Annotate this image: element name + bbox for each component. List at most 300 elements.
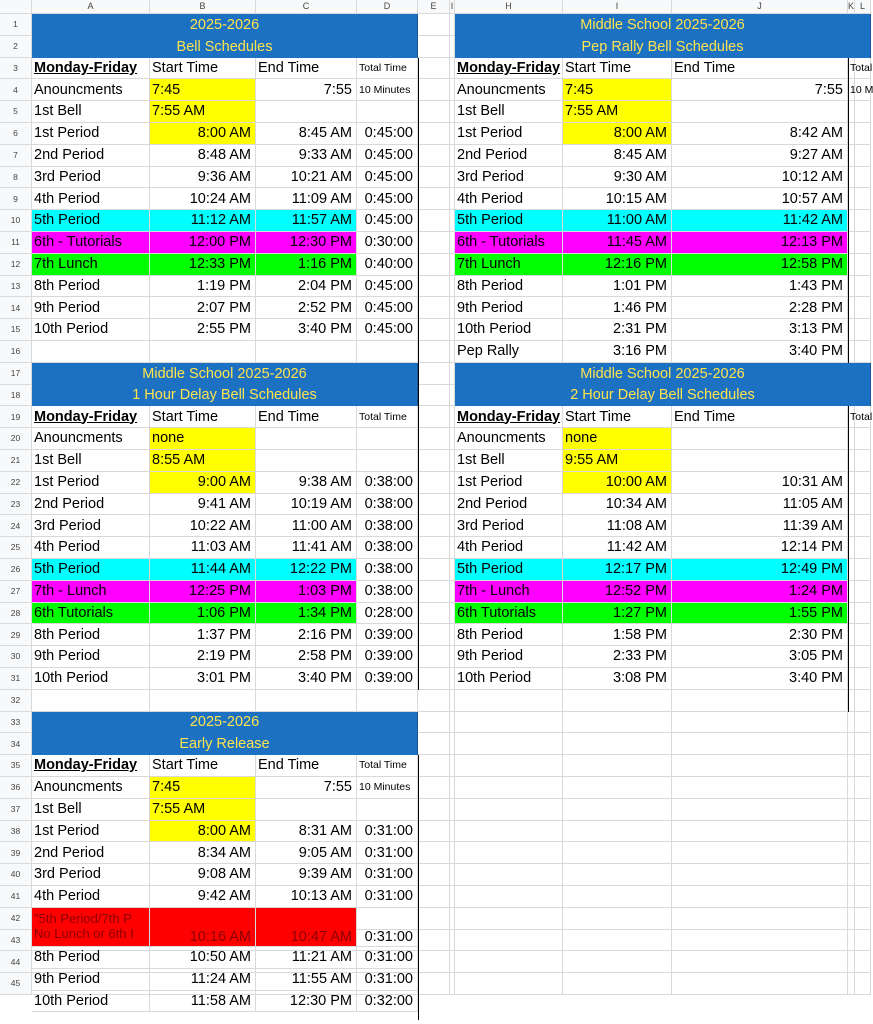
empty-cell[interactable] [418, 581, 450, 603]
bell-end-cell[interactable]: 11:57 AM [256, 210, 357, 232]
row-header[interactable]: 17 [0, 363, 32, 385]
empty-cell[interactable] [418, 363, 450, 385]
delay1-start-cell[interactable]: none [150, 428, 256, 450]
bell-period-cell[interactable]: 1st Period [32, 123, 150, 145]
pep-title[interactable]: Middle School 2025-2026 [455, 14, 871, 36]
empty-cell[interactable] [455, 930, 563, 952]
bell-header-start[interactable]: Start Time [150, 58, 256, 80]
early-period-cell[interactable]: 3rd Period [32, 864, 150, 886]
pep-period-cell[interactable]: Pep Rally [455, 341, 563, 363]
empty-cell[interactable] [418, 559, 450, 581]
bell-total-cell[interactable]: 10 Minutes [357, 79, 418, 101]
delay2-end-cell[interactable]: 1:55 PM [672, 603, 848, 625]
delay2-start-cell[interactable]: 1:58 PM [563, 624, 672, 646]
pep-start-cell[interactable]: 7:45 [563, 79, 672, 101]
empty-cell[interactable] [418, 319, 450, 341]
delay2-end-cell[interactable] [672, 428, 848, 450]
empty-cell[interactable] [848, 777, 855, 799]
early-header-start[interactable]: Start Time [150, 755, 256, 777]
delay2-period-cell[interactable]: 2nd Period [455, 494, 563, 516]
empty-cell[interactable] [563, 951, 672, 973]
row-header[interactable]: 27 [0, 581, 32, 603]
bell-total-cell[interactable]: 0:45:00 [357, 123, 418, 145]
delay2-title[interactable]: Middle School 2025-2026 [455, 363, 871, 385]
delay1-period-cell[interactable]: 8th Period [32, 624, 150, 646]
pep-header-total[interactable]: Total [848, 58, 871, 80]
delay2-end-cell[interactable]: 12:14 PM [672, 537, 848, 559]
empty-cell[interactable] [848, 886, 855, 908]
delay1-end-cell[interactable]: 9:38 AM [256, 472, 357, 494]
empty-cell[interactable] [418, 232, 450, 254]
delay1-end-cell[interactable]: 1:03 PM [256, 581, 357, 603]
bell-header-total[interactable]: Total Time [357, 58, 418, 80]
empty-cell[interactable] [563, 777, 672, 799]
row-header[interactable]: 15 [0, 319, 32, 341]
delay2-end-cell[interactable]: 2:30 PM [672, 624, 848, 646]
delay2-total-cell[interactable] [848, 472, 871, 494]
delay1-period-cell[interactable]: Anouncments [32, 428, 150, 450]
bell-end-cell[interactable]: 11:09 AM [256, 188, 357, 210]
empty-cell[interactable] [418, 973, 450, 995]
delay1-header-day[interactable]: Monday-Friday [32, 406, 150, 428]
empty-cell[interactable] [357, 690, 418, 712]
delay2-start-cell[interactable]: 2:33 PM [563, 646, 672, 668]
empty-cell[interactable] [418, 297, 450, 319]
delay1-period-cell[interactable]: 7th - Lunch [32, 581, 150, 603]
pep-start-cell[interactable]: 8:00 AM [563, 123, 672, 145]
early-period-cell[interactable]: 9th Period [32, 969, 150, 991]
early-start-cell[interactable]: 9:42 AM [150, 886, 256, 908]
bell-start-cell[interactable]: 7:55 AM [150, 101, 256, 123]
bell-period-cell[interactable]: 9th Period [32, 297, 150, 319]
delay2-period-cell[interactable]: 1st Period [455, 472, 563, 494]
delay2-period-cell[interactable]: 3rd Period [455, 515, 563, 537]
row-header[interactable]: 33 [0, 712, 32, 734]
row-header[interactable]: 2 [0, 36, 32, 58]
empty-cell[interactable] [418, 668, 450, 690]
empty-cell[interactable] [848, 951, 855, 973]
empty-cell[interactable] [563, 755, 672, 777]
column-header[interactable]: E [418, 0, 450, 14]
bell-start-cell[interactable]: 10:24 AM [150, 188, 256, 210]
delay1-start-cell[interactable]: 10:22 AM [150, 515, 256, 537]
delay1-total-cell[interactable]: 0:39:00 [357, 624, 418, 646]
empty-cell[interactable] [848, 799, 855, 821]
empty-cell[interactable] [855, 777, 871, 799]
pep-end-cell[interactable]: 11:42 AM [672, 210, 848, 232]
pep-end-cell[interactable]: 3:40 PM [672, 341, 848, 363]
pep-total-cell[interactable] [848, 188, 871, 210]
row-header[interactable]: 23 [0, 494, 32, 516]
empty-cell[interactable] [418, 603, 450, 625]
column-header[interactable]: H [455, 0, 563, 14]
bell-end-cell[interactable]: 3:40 PM [256, 319, 357, 341]
empty-cell[interactable] [848, 864, 855, 886]
delay1-end-cell[interactable] [256, 450, 357, 472]
early-header-end[interactable]: End Time [256, 755, 357, 777]
empty-cell[interactable] [418, 515, 450, 537]
row-header[interactable]: 5 [0, 101, 32, 123]
pep-total-cell[interactable]: 10 M [848, 79, 871, 101]
empty-cell[interactable] [418, 930, 450, 952]
empty-cell[interactable] [418, 188, 450, 210]
pep-total-cell[interactable] [848, 319, 871, 341]
early-end-cell[interactable] [256, 799, 357, 821]
empty-cell[interactable] [256, 341, 357, 363]
empty-cell[interactable] [418, 341, 450, 363]
pep-period-cell[interactable]: 1st Bell [455, 101, 563, 123]
row-header[interactable]: 30 [0, 646, 32, 668]
empty-cell[interactable] [455, 951, 563, 973]
row-header[interactable]: 14 [0, 297, 32, 319]
empty-cell[interactable] [418, 755, 450, 777]
delay2-total-cell[interactable] [848, 624, 871, 646]
delay1-period-cell[interactable]: 10th Period [32, 668, 150, 690]
bell-start-cell[interactable]: 12:00 PM [150, 232, 256, 254]
empty-cell[interactable] [455, 842, 563, 864]
bell-period-cell[interactable]: 5th Period [32, 210, 150, 232]
empty-cell[interactable] [855, 886, 871, 908]
delay2-end-cell[interactable]: 12:49 PM [672, 559, 848, 581]
delay1-end-cell[interactable] [256, 428, 357, 450]
empty-cell[interactable] [563, 973, 672, 995]
empty-cell[interactable] [418, 406, 450, 428]
delay2-end-cell[interactable]: 11:05 AM [672, 494, 848, 516]
empty-cell[interactable] [418, 472, 450, 494]
row-header[interactable]: 34 [0, 733, 32, 755]
pep-period-cell[interactable]: 5th Period [455, 210, 563, 232]
row-header[interactable]: 18 [0, 385, 32, 407]
row-header[interactable]: 4 [0, 79, 32, 101]
delay2-start-cell[interactable]: 1:27 PM [563, 603, 672, 625]
delay2-start-cell[interactable]: 12:52 PM [563, 581, 672, 603]
pep-period-cell[interactable]: 8th Period [455, 276, 563, 298]
bell-period-cell[interactable]: 1st Bell [32, 101, 150, 123]
empty-cell[interactable] [855, 908, 871, 930]
delay2-start-cell[interactable]: 10:00 AM [563, 472, 672, 494]
delay1-total-cell[interactable] [357, 428, 418, 450]
empty-cell[interactable] [672, 799, 848, 821]
empty-cell[interactable] [563, 908, 672, 930]
delay2-start-cell[interactable]: 11:08 AM [563, 515, 672, 537]
row-header[interactable]: 41 [0, 886, 32, 908]
column-header[interactable]: I [450, 0, 455, 14]
row-header[interactable]: 1 [0, 14, 32, 36]
delay2-total-cell[interactable] [848, 668, 871, 690]
bell-start-cell[interactable]: 2:55 PM [150, 319, 256, 341]
delay1-total-cell[interactable]: 0:28:00 [357, 603, 418, 625]
early-end-cell[interactable]: 11:21 AM [256, 947, 357, 969]
delay1-period-cell[interactable]: 9th Period [32, 646, 150, 668]
bell-end-cell[interactable]: 8:45 AM [256, 123, 357, 145]
empty-cell[interactable] [418, 79, 450, 101]
bell-end-cell[interactable]: 10:21 AM [256, 167, 357, 189]
row-header[interactable]: 39 [0, 842, 32, 864]
pep-end-cell[interactable]: 8:42 AM [672, 123, 848, 145]
row-header[interactable]: 26 [0, 559, 32, 581]
delay2-header-total[interactable]: Total [848, 406, 871, 428]
empty-cell[interactable] [848, 821, 855, 843]
delay1-start-cell[interactable]: 8:55 AM [150, 450, 256, 472]
pep-end-cell[interactable] [672, 101, 848, 123]
empty-cell[interactable] [455, 712, 563, 734]
pep-start-cell[interactable]: 7:55 AM [563, 101, 672, 123]
bell-total-cell[interactable]: 0:30:00 [357, 232, 418, 254]
delay1-start-cell[interactable]: 1:06 PM [150, 603, 256, 625]
bell-period-cell[interactable]: 4th Period [32, 188, 150, 210]
empty-cell[interactable] [418, 624, 450, 646]
early-total-cell[interactable]: 0:31:00 [357, 842, 418, 864]
empty-cell[interactable] [855, 755, 871, 777]
pep-total-cell[interactable] [848, 101, 871, 123]
empty-cell[interactable] [563, 864, 672, 886]
delay2-end-cell[interactable]: 3:05 PM [672, 646, 848, 668]
select-all-corner[interactable] [0, 0, 32, 14]
early-header-day[interactable]: Monday-Friday [32, 755, 150, 777]
empty-cell[interactable] [848, 755, 855, 777]
pep-start-cell[interactable]: 3:16 PM [563, 341, 672, 363]
empty-cell[interactable] [855, 930, 871, 952]
empty-cell[interactable] [672, 690, 848, 712]
delay2-period-cell[interactable]: 10th Period [455, 668, 563, 690]
early-start-cell[interactable]: 8:34 AM [150, 842, 256, 864]
empty-cell[interactable] [672, 842, 848, 864]
delay2-total-cell[interactable] [848, 603, 871, 625]
bell-total-cell[interactable]: 0:45:00 [357, 276, 418, 298]
empty-cell[interactable] [672, 930, 848, 952]
delay2-period-cell[interactable]: 4th Period [455, 537, 563, 559]
pep-end-cell[interactable]: 9:27 AM [672, 145, 848, 167]
early-note-cell[interactable] [32, 908, 150, 947]
early-total-cell[interactable]: 0:32:00 [357, 991, 418, 1013]
empty-cell[interactable] [418, 864, 450, 886]
delay1-end-cell[interactable]: 2:58 PM [256, 646, 357, 668]
empty-cell[interactable] [672, 951, 848, 973]
delay2-total-cell[interactable] [848, 581, 871, 603]
empty-cell[interactable] [418, 58, 450, 80]
pep-total-cell[interactable] [848, 297, 871, 319]
empty-cell[interactable] [32, 341, 150, 363]
pep-start-cell[interactable]: 9:30 AM [563, 167, 672, 189]
row-header[interactable]: 16 [0, 341, 32, 363]
delay2-period-cell[interactable]: 6th Tutorials [455, 603, 563, 625]
delay2-period-cell[interactable]: 1st Bell [455, 450, 563, 472]
delay1-header-total[interactable]: Total Time [357, 406, 418, 428]
bell-total-cell[interactable]: 0:45:00 [357, 210, 418, 232]
bell-header-end[interactable]: End Time [256, 58, 357, 80]
column-header[interactable]: C [256, 0, 357, 14]
early-title[interactable]: 2025-2026 [32, 712, 418, 734]
empty-cell[interactable] [563, 712, 672, 734]
empty-cell[interactable] [418, 36, 450, 58]
empty-cell[interactable] [563, 690, 672, 712]
empty-cell[interactable] [418, 908, 450, 930]
empty-cell[interactable] [418, 123, 450, 145]
pep-start-cell[interactable]: 12:16 PM [563, 254, 672, 276]
early-start-cell[interactable]: 10:50 AM [150, 947, 256, 969]
empty-cell[interactable] [418, 733, 450, 755]
delay1-start-cell[interactable]: 9:00 AM [150, 472, 256, 494]
delay1-start-cell[interactable]: 1:37 PM [150, 624, 256, 646]
bell-start-cell[interactable]: 9:36 AM [150, 167, 256, 189]
empty-cell[interactable] [418, 385, 450, 407]
delay1-total-cell[interactable]: 0:38:00 [357, 559, 418, 581]
delay1-start-cell[interactable]: 12:25 PM [150, 581, 256, 603]
delay1-end-cell[interactable]: 12:22 PM [256, 559, 357, 581]
delay1-total-cell[interactable]: 0:38:00 [357, 472, 418, 494]
row-header[interactable]: 19 [0, 406, 32, 428]
delay2-total-cell[interactable] [848, 559, 871, 581]
pep-start-cell[interactable]: 2:31 PM [563, 319, 672, 341]
pep-header-start[interactable]: Start Time [563, 58, 672, 80]
bell-period-cell[interactable]: Anouncments [32, 79, 150, 101]
row-header[interactable]: 36 [0, 777, 32, 799]
delay2-header-end[interactable]: End Time [672, 406, 848, 428]
bell-end-cell[interactable]: 7:55 [256, 79, 357, 101]
delay2-period-cell[interactable]: Anouncments [455, 428, 563, 450]
bell-header-day[interactable]: Monday-Friday [32, 58, 150, 80]
delay1-total-cell[interactable]: 0:38:00 [357, 515, 418, 537]
empty-cell[interactable] [855, 821, 871, 843]
bell-total-cell[interactable]: 0:45:00 [357, 188, 418, 210]
empty-cell[interactable] [418, 821, 450, 843]
bell-subtitle[interactable]: Bell Schedules [32, 36, 418, 58]
early-start-cell[interactable]: 9:08 AM [150, 864, 256, 886]
empty-cell[interactable] [855, 690, 871, 712]
empty-cell[interactable] [418, 646, 450, 668]
row-header[interactable]: 29 [0, 624, 32, 646]
delay1-end-cell[interactable]: 2:16 PM [256, 624, 357, 646]
bell-total-cell[interactable]: 0:45:00 [357, 167, 418, 189]
early-header-total[interactable]: Total Time [357, 755, 418, 777]
bell-period-cell[interactable]: 6th - Tutorials [32, 232, 150, 254]
bell-total-cell[interactable]: 0:40:00 [357, 254, 418, 276]
column-header[interactable]: D [357, 0, 418, 14]
row-header[interactable]: 35 [0, 755, 32, 777]
empty-cell[interactable] [855, 842, 871, 864]
pep-start-cell[interactable]: 10:15 AM [563, 188, 672, 210]
pep-total-cell[interactable] [848, 254, 871, 276]
early-total-cell[interactable]: 0:31:00 [357, 969, 418, 991]
empty-cell[interactable] [848, 973, 855, 995]
delay2-end-cell[interactable]: 3:40 PM [672, 668, 848, 690]
delay1-start-cell[interactable]: 11:03 AM [150, 537, 256, 559]
pep-end-cell[interactable]: 7:55 [672, 79, 848, 101]
bell-start-cell[interactable]: 8:00 AM [150, 123, 256, 145]
delay1-total-cell[interactable]: 0:39:00 [357, 646, 418, 668]
empty-cell[interactable] [357, 341, 418, 363]
row-header[interactable]: 38 [0, 821, 32, 843]
pep-end-cell[interactable]: 2:28 PM [672, 297, 848, 319]
empty-cell[interactable] [418, 14, 450, 36]
empty-cell[interactable] [455, 864, 563, 886]
early-total-cell[interactable]: 0:31:00 [357, 864, 418, 886]
pep-period-cell[interactable]: 9th Period [455, 297, 563, 319]
early-subtitle[interactable]: Early Release [32, 733, 418, 755]
pep-total-cell[interactable] [848, 341, 871, 363]
pep-total-cell[interactable] [848, 210, 871, 232]
empty-cell[interactable] [563, 886, 672, 908]
delay1-header-start[interactable]: Start Time [150, 406, 256, 428]
bell-total-cell[interactable]: 0:45:00 [357, 145, 418, 167]
pep-period-cell[interactable]: 4th Period [455, 188, 563, 210]
bell-period-cell[interactable]: 3rd Period [32, 167, 150, 189]
bell-start-cell[interactable]: 12:33 PM [150, 254, 256, 276]
empty-cell[interactable] [855, 712, 871, 734]
pep-end-cell[interactable]: 10:12 AM [672, 167, 848, 189]
delay2-period-cell[interactable]: 8th Period [455, 624, 563, 646]
early-start-cell[interactable]: 7:45 [150, 777, 256, 799]
empty-cell[interactable] [672, 755, 848, 777]
pep-end-cell[interactable]: 12:13 PM [672, 232, 848, 254]
delay2-start-cell[interactable]: none [563, 428, 672, 450]
empty-cell[interactable] [563, 842, 672, 864]
delay2-header-start[interactable]: Start Time [563, 406, 672, 428]
empty-cell[interactable] [855, 733, 871, 755]
row-header[interactable]: 37 [0, 799, 32, 821]
empty-cell[interactable] [455, 973, 563, 995]
delay2-start-cell[interactable]: 11:42 AM [563, 537, 672, 559]
empty-cell[interactable] [418, 428, 450, 450]
row-header[interactable]: 13 [0, 276, 32, 298]
row-header[interactable]: 12 [0, 254, 32, 276]
delay1-period-cell[interactable]: 1st Period [32, 472, 150, 494]
empty-cell[interactable] [855, 799, 871, 821]
delay2-end-cell[interactable]: 11:39 AM [672, 515, 848, 537]
delay1-title[interactable]: Middle School 2025-2026 [32, 363, 418, 385]
pep-total-cell[interactable] [848, 232, 871, 254]
bell-end-cell[interactable]: 9:33 AM [256, 145, 357, 167]
bell-end-cell[interactable] [256, 101, 357, 123]
early-end-cell[interactable]: 7:55 [256, 777, 357, 799]
early-end-cell[interactable]: 9:39 AM [256, 864, 357, 886]
empty-cell[interactable] [848, 733, 855, 755]
delay2-total-cell[interactable] [848, 537, 871, 559]
delay2-total-cell[interactable] [848, 515, 871, 537]
delay1-total-cell[interactable]: 0:38:00 [357, 537, 418, 559]
empty-cell[interactable] [418, 712, 450, 734]
row-header[interactable]: 43 [0, 930, 32, 952]
empty-cell[interactable] [672, 908, 848, 930]
empty-cell[interactable] [418, 799, 450, 821]
row-header[interactable]: 32 [0, 690, 32, 712]
row-header[interactable]: 45 [0, 973, 32, 995]
pep-period-cell[interactable]: 1st Period [455, 123, 563, 145]
empty-cell[interactable] [150, 341, 256, 363]
pep-total-cell[interactable] [848, 167, 871, 189]
empty-cell[interactable] [455, 908, 563, 930]
row-header[interactable]: 9 [0, 188, 32, 210]
early-end-cell[interactable]: 12:30 PM [256, 991, 357, 1013]
delay1-total-cell[interactable]: 0:39:00 [357, 668, 418, 690]
empty-cell[interactable] [672, 777, 848, 799]
empty-cell[interactable] [418, 886, 450, 908]
early-end-cell[interactable]: 11:55 AM [256, 969, 357, 991]
early-total-cell[interactable]: 0:31:00 [357, 886, 418, 908]
row-header[interactable]: 20 [0, 428, 32, 450]
row-header[interactable]: 22 [0, 472, 32, 494]
empty-cell[interactable] [672, 733, 848, 755]
delay2-period-cell[interactable]: 9th Period [455, 646, 563, 668]
delay2-start-cell[interactable]: 10:34 AM [563, 494, 672, 516]
column-header[interactable]: K [848, 0, 855, 14]
bell-total-cell[interactable]: 0:45:00 [357, 319, 418, 341]
early-end-cell[interactable]: 8:31 AM [256, 821, 357, 843]
delay1-period-cell[interactable]: 3rd Period [32, 515, 150, 537]
delay1-end-cell[interactable]: 1:34 PM [256, 603, 357, 625]
row-header[interactable]: 28 [0, 603, 32, 625]
early-start-cell[interactable]: 11:24 AM [150, 969, 256, 991]
